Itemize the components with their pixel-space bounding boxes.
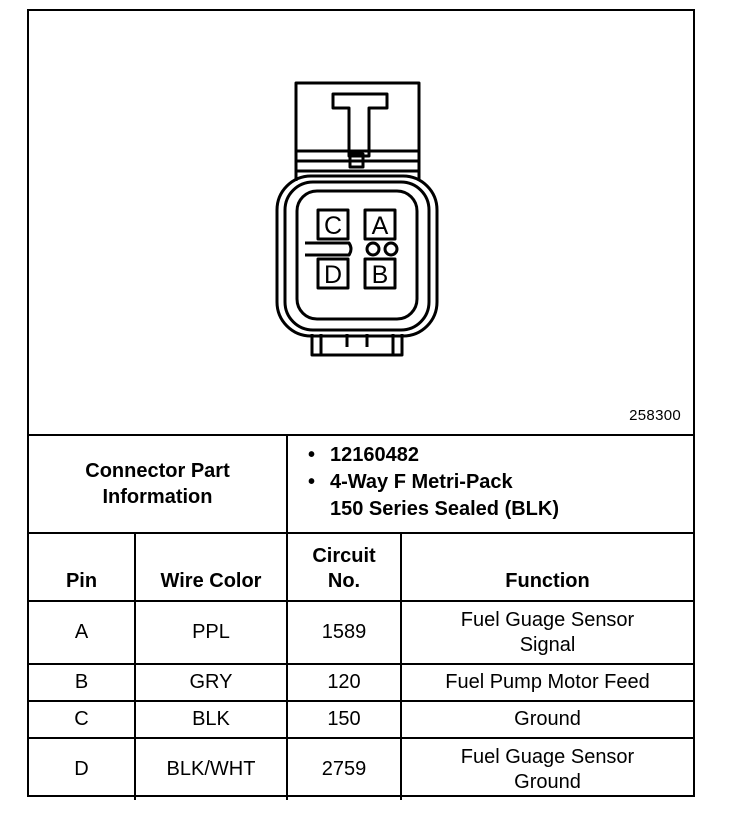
pinout-header-row: [29, 532, 693, 601]
cell-wire-color: BLK: [135, 701, 287, 738]
table-row: [29, 701, 693, 738]
part-description-line1: 4-Way F Metri-Pack: [330, 471, 513, 493]
cell-function-line1: Fuel Guage Sensor: [460, 608, 635, 631]
connector-part-label-cell: [29, 436, 287, 533]
bullet-icon: •: [308, 471, 316, 493]
header-wire-color: Wire Color: [135, 532, 287, 601]
connector-part-label-line2: Information: [102, 486, 213, 508]
connector-drawing: [29, 11, 693, 434]
table-row: [29, 738, 693, 800]
connector-diagram-area: [29, 11, 693, 436]
connector-part-info-table: [29, 436, 693, 534]
connector-part-details-cell: [287, 436, 693, 533]
bullet-icon: •: [308, 444, 316, 466]
part-description-line2: 150 Series Sealed (BLK): [330, 498, 559, 520]
table-row: [29, 664, 693, 701]
header-circuit-line1: Circuit: [312, 545, 376, 567]
cell-pin: B: [29, 664, 135, 701]
cell-function: [401, 601, 693, 664]
figure-frame: [27, 9, 695, 797]
header-circuit: [287, 532, 401, 601]
cell-function: Fuel Pump Motor Feed: [401, 664, 693, 701]
cell-pin: A: [29, 601, 135, 664]
seal-hole-left: [367, 243, 379, 255]
cell-circuit: 150: [287, 701, 401, 738]
cell-function-line1: Fuel Guage Sensor: [460, 745, 635, 768]
table-row: [29, 601, 693, 664]
polarization-key: [305, 243, 351, 255]
seal-hole-right: [385, 243, 397, 255]
cell-function: [401, 738, 693, 800]
part-description-line: [308, 469, 693, 496]
cell-pin: D: [29, 738, 135, 800]
part-number-line: [308, 442, 693, 469]
cell-circuit: 1589: [287, 601, 401, 664]
cell-wire-color: BLK/WHT: [135, 738, 287, 800]
header-pin: Pin: [29, 532, 135, 601]
cell-wire-color: GRY: [135, 664, 287, 701]
part-number: 12160482: [330, 444, 419, 466]
pinout-table: [29, 532, 693, 800]
pin-label-d: D: [323, 261, 343, 289]
cell-pin: C: [29, 701, 135, 738]
pin-label-c: C: [323, 212, 343, 240]
pin-label-a: A: [371, 212, 389, 240]
cell-function-line2: Signal: [519, 633, 576, 656]
header-function: Function: [401, 532, 693, 601]
cell-function: Ground: [401, 701, 693, 738]
cell-wire-color: PPL: [135, 601, 287, 664]
pin-label-b: B: [371, 261, 389, 289]
cell-circuit: 120: [287, 664, 401, 701]
cell-function-line2: Ground: [514, 770, 581, 793]
t-latch: [333, 94, 387, 156]
header-circuit-line2: No.: [327, 570, 361, 592]
figure-number: 258300: [629, 407, 681, 424]
connector-part-label-line1: Connector Part: [85, 460, 230, 482]
cell-circuit: 2759: [287, 738, 401, 800]
